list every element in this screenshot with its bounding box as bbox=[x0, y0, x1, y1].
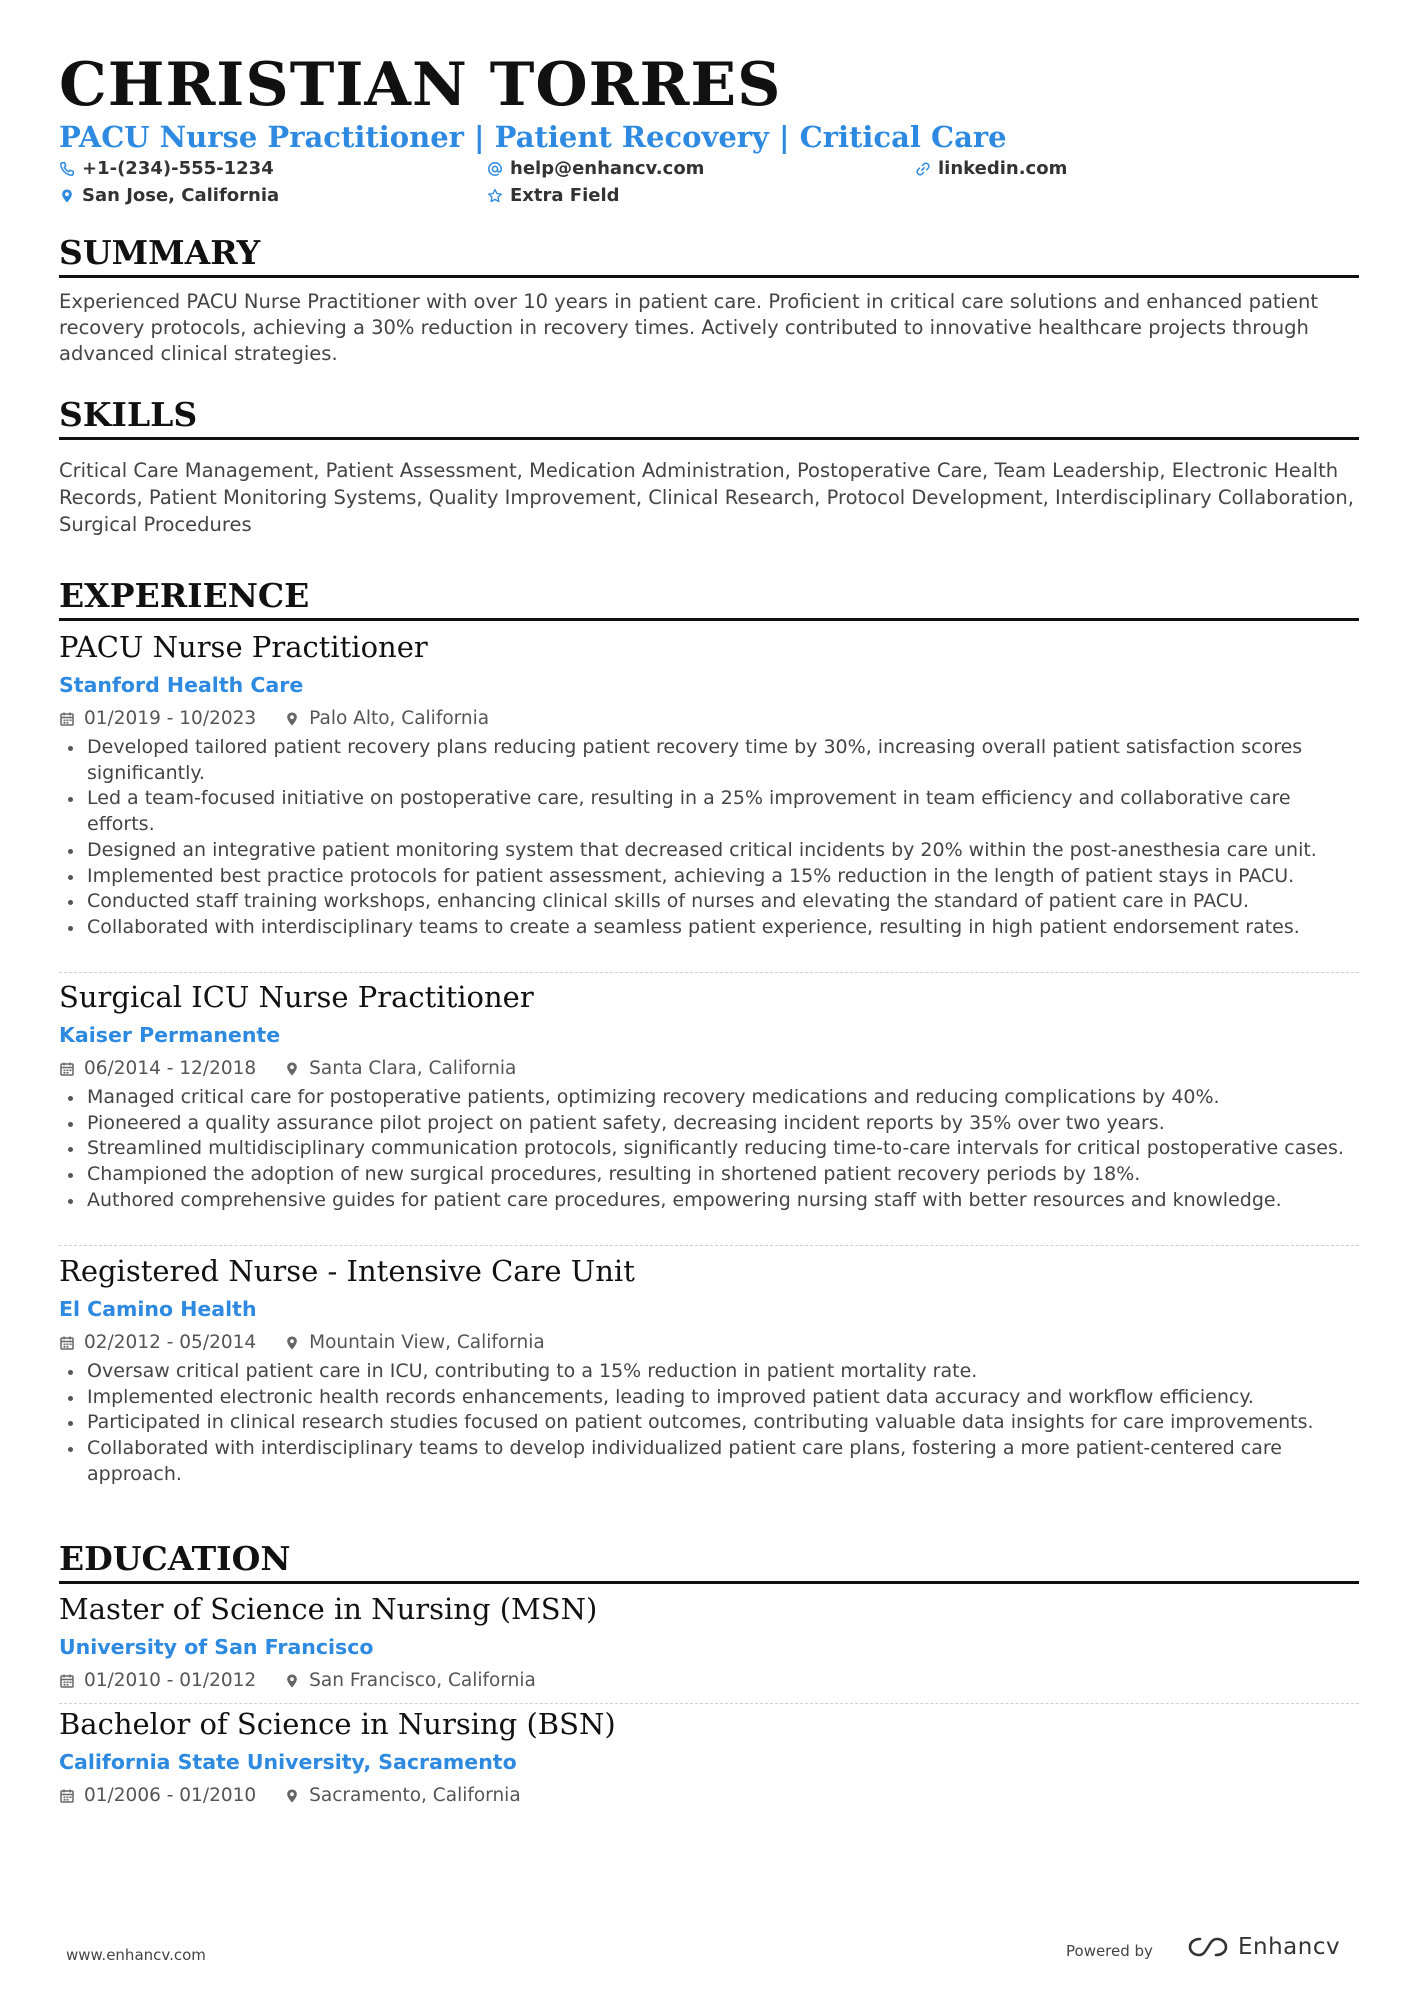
education-location: Sacramento, California bbox=[309, 1785, 521, 1806]
map-pin-icon bbox=[284, 1673, 300, 1689]
education-dates: 01/2010 - 01/2012 bbox=[84, 1670, 257, 1691]
job-company: Kaiser Permanente bbox=[59, 1023, 281, 1047]
job-bullets bbox=[59, 1359, 1359, 1488]
calendar-icon bbox=[59, 1335, 75, 1351]
list-item: Designed an integrative patient monitoring system that decreased critical incidents by 20% within the post-anesthesia care unit. bbox=[59, 838, 1359, 864]
job-bullets bbox=[59, 735, 1359, 941]
list-item: Pioneered a quality assurance pilot project on patient safety, decreasing incident reports by 35% over two years. bbox=[59, 1111, 1359, 1137]
job-company: El Camino Health bbox=[59, 1297, 257, 1321]
contact-linkedin[interactable] bbox=[915, 157, 1067, 181]
job-bullets bbox=[59, 1085, 1359, 1214]
entry-divider bbox=[59, 972, 1359, 973]
enhancv-logo-icon bbox=[1186, 1934, 1230, 1960]
job-company: Stanford Health Care bbox=[59, 673, 304, 697]
job-title: PACU Nurse Practitioner bbox=[59, 630, 428, 664]
footer-website-link[interactable]: www.enhancv.com bbox=[66, 1946, 206, 1964]
list-item: Participated in clinical research studies focused on patient outcomes, contributing valuable data insights for care improvements. bbox=[59, 1410, 1359, 1436]
list-item: Championed the adoption of new surgical procedures, resulting in shortened patient recovery periods by 18%. bbox=[59, 1162, 1359, 1188]
map-pin-icon bbox=[284, 1788, 300, 1804]
contact-extra bbox=[487, 184, 620, 208]
star-icon bbox=[487, 188, 503, 204]
education-location: San Francisco, California bbox=[309, 1670, 536, 1691]
entry-divider bbox=[59, 1245, 1359, 1246]
education-meta bbox=[59, 1669, 536, 1693]
list-item: Managed critical care for postoperative patients, optimizing recovery medications and reducing complications by 40%. bbox=[59, 1085, 1359, 1111]
calendar-icon bbox=[59, 1061, 75, 1077]
school-name: University of San Francisco bbox=[59, 1635, 374, 1659]
enhancv-wordmark: Enhancv bbox=[1238, 1934, 1341, 1960]
education-dates: 01/2006 - 01/2010 bbox=[84, 1785, 257, 1806]
job-location: Santa Clara, California bbox=[309, 1058, 517, 1079]
list-item: Streamlined multidisciplinary communication protocols, significantly reducing time-to-care intervals for critical postoperative cases. bbox=[59, 1136, 1359, 1162]
candidate-name: CHRISTIAN TORRES bbox=[59, 50, 782, 120]
contact-phone[interactable] bbox=[59, 157, 274, 181]
candidate-headline: PACU Nurse Practitioner | Patient Recovery | Critical Care bbox=[59, 120, 1007, 154]
school-name: California State University, Sacramento bbox=[59, 1750, 517, 1774]
list-item: Collaborated with interdisciplinary teams to create a seamless patient experience, resulting in high patient endorsement rates. bbox=[59, 915, 1359, 941]
list-item: Implemented best practice protocols for patient assessment, achieving a 15% reduction in the length of patient stays in PACU. bbox=[59, 864, 1359, 890]
phone-text: +1-(234)-555-1234 bbox=[82, 158, 274, 179]
footer-powered-by: Powered by bbox=[1066, 1942, 1153, 1960]
degree-title: Bachelor of Science in Nursing (BSN) bbox=[59, 1707, 616, 1741]
map-pin-icon bbox=[284, 1335, 300, 1351]
job-dates: 01/2019 - 10/2023 bbox=[84, 708, 257, 729]
entry-divider bbox=[59, 1703, 1359, 1704]
contact-email[interactable] bbox=[487, 157, 704, 181]
list-item: Developed tailored patient recovery plans reducing patient recovery time by 30%, increasing overall patient satisfaction scores significantly. bbox=[59, 735, 1359, 786]
calendar-icon bbox=[59, 1788, 75, 1804]
job-dates: 06/2014 - 12/2018 bbox=[84, 1058, 257, 1079]
at-icon bbox=[487, 161, 503, 177]
list-item: Implemented electronic health records enhancements, leading to improved patient data accuracy and workflow efficiency. bbox=[59, 1385, 1359, 1411]
map-pin-icon bbox=[284, 1061, 300, 1077]
list-item: Led a team-focused initiative on postoperative care, resulting in a 25% improvement in team efficiency and collaborative care efforts. bbox=[59, 786, 1359, 837]
contact-location bbox=[59, 184, 279, 208]
list-item: Collaborated with interdisciplinary teams to develop individualized patient care plans, fostering a more patient-centered care approach. bbox=[59, 1436, 1359, 1487]
job-title: Registered Nurse - Intensive Care Unit bbox=[59, 1254, 635, 1288]
education-meta bbox=[59, 1784, 521, 1808]
calendar-icon bbox=[59, 711, 75, 727]
summary-text: Experienced PACU Nurse Practitioner with over 10 years in patient care. Proficient in critical care solutions and enhanced patient recovery protocols, achieving a 30% reduction in recovery times. Actively contributed to innovative healthcare projects through advanced clinical strategies. bbox=[59, 290, 1318, 365]
summary-heading: SUMMARY bbox=[59, 233, 1359, 278]
location-text: San Jose, California bbox=[82, 185, 280, 206]
calendar-icon bbox=[59, 1673, 75, 1689]
list-item: Authored comprehensive guides for patient care procedures, empowering nursing staff with better resources and knowledge. bbox=[59, 1188, 1359, 1214]
linkedin-text: linkedin.com bbox=[938, 158, 1068, 179]
map-pin-icon bbox=[59, 188, 75, 204]
email-text: help@enhancv.com bbox=[510, 158, 705, 179]
job-title: Surgical ICU Nurse Practitioner bbox=[59, 980, 534, 1014]
job-meta bbox=[59, 707, 489, 731]
list-item: Oversaw critical patient care in ICU, contributing to a 15% reduction in patient mortality rate. bbox=[59, 1359, 1359, 1385]
job-meta bbox=[59, 1057, 516, 1081]
job-location: Palo Alto, California bbox=[309, 708, 490, 729]
link-icon bbox=[915, 161, 931, 177]
skills-heading: SKILLS bbox=[59, 395, 1359, 440]
education-heading: EDUCATION bbox=[59, 1539, 1359, 1584]
phone-icon bbox=[59, 161, 75, 177]
extra-field-text: Extra Field bbox=[510, 185, 620, 206]
job-meta bbox=[59, 1331, 545, 1355]
experience-heading: EXPERIENCE bbox=[59, 576, 1359, 621]
degree-title: Master of Science in Nursing (MSN) bbox=[59, 1592, 598, 1626]
job-dates: 02/2012 - 05/2014 bbox=[84, 1332, 257, 1353]
skills-text: Critical Care Management, Patient Assessment, Medication Administration, Postoperative Care, Team Leadership, Electronic Health Records, Patient Monitoring Systems, Quality Improvement, Clinical Research, Protocol Development, Interdisciplinary Collaboration, Surgical Procedures bbox=[59, 459, 1354, 536]
map-pin-icon bbox=[284, 711, 300, 727]
list-item: Conducted staff training workshops, enhancing clinical skills of nurses and elevating the standard of patient care in PACU. bbox=[59, 889, 1359, 915]
job-location: Mountain View, California bbox=[309, 1332, 545, 1353]
enhancv-logo[interactable] bbox=[1186, 1934, 1340, 1960]
